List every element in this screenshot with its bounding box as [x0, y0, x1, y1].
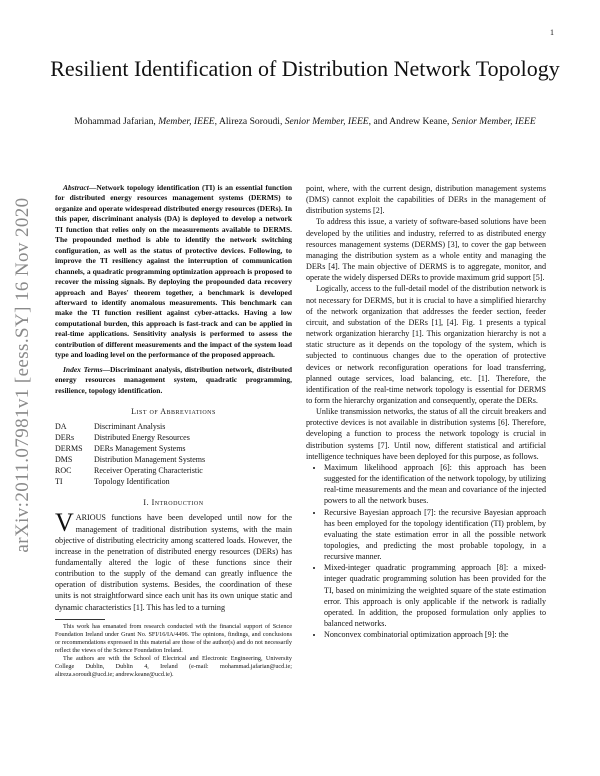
abbreviations-heading: List of Abbreviations [131, 407, 216, 417]
method-bullet-item: • Nonconvex combinatorial optimization approach [9]: the [324, 629, 546, 640]
footnote-affiliation: The authors are with the School of Electrical and Electronic Engineering, University College Dublin, Dublin 4, Ireland (e-mail: mohammad.jafarian@ucd.ie; alireza.soroudi@ucd.ie; andrew.keane@ucd.ie). [55, 655, 292, 679]
arxiv-id: arXiv:2011.07981v1 [eess.SY] 16 Nov 2020 [12, 197, 33, 553]
left-column [55, 183, 292, 679]
introduction-paragraph-4: Unlike transmission networks, the status of all the circuit breakers and protective devices is not available in distribution systems [6]. Therefore, developing a function to process the network topology is crucial in distribution systems [7]. Until now, different statistical and artificial intelligence techniques have been deployed for this purpose, as follows. [306, 407, 546, 461]
abstract-text: —Network topology identification (TI) is an essential function for distributed energy resources management systems (DERMS) to organize and operate widespread distributed energy resources (DERs). In this paper, discriminant analysis (DA) is deployed to develop a network TI function that relies only on the measurements available to DERMS. The propounded method is able to identify the network switching configuration, as well as the status of protective devices. Following, to improve the TI resiliency against the interruption of communication channels, a quadratic programming optimization approach is proposed to recover the missing signals. By deploying the propounded data recovery approach and Bayes' theorem together, a benchmark is developed afterward to identify anomalous measurements. This benchmark can make the TI function resilient against cyber-attacks. Having a low computational burden, this approach is fast-track and can be applied in real-time applications. Sensitivity analysis is performed to assess the contribution of different measurements and the impact of the system load type and loading level on the performance of the proposed approach. [55, 183, 292, 360]
abbreviation-term: DERMS [55, 444, 83, 454]
author-2-name: , Alireza Soroudi, [214, 116, 285, 127]
abbreviation-term: DERs [55, 433, 75, 443]
abbreviation-term: DMS [55, 455, 73, 465]
author-line [60, 115, 550, 128]
abbreviation-definition: Topology Identification [94, 477, 170, 487]
abbreviation-row [55, 476, 292, 487]
abbreviation-definition: Discriminant Analysis [94, 422, 166, 432]
paper-title: Resilient Identification of Distribution Network Topology [50, 56, 560, 81]
abbreviation-term: DA [55, 422, 67, 432]
abstract [55, 183, 292, 361]
page-number: 1 [550, 28, 554, 37]
abbreviation-row [55, 432, 292, 443]
introduction-paragraph-1-text: ARIOUS functions have been developed until now for the management of traditional distribution systems, with the main objective of distributing electricity among scattered loads. However, the increase in the penetration of distributed energy resources (DERs) has fundamentally altered the logic of these functions since their contribution to the supply of the demand can greatly influence the operation of distribution systems. Besides, the coordination of these units is not straightforward since each unit has its own unique static and dynamic characteristics [1]. This has led to a turning [55, 513, 292, 612]
abbreviation-definition: Distribution Management Systems [94, 455, 206, 465]
abbreviation-row [55, 421, 292, 432]
abbreviation-row [55, 443, 292, 454]
author-1-name: Mohammad Jafarian, [74, 116, 159, 127]
index-terms-label: Index Terms [63, 364, 103, 374]
dropcap-letter: V [55, 508, 74, 538]
arxiv-sidebar-stamp [6, 170, 40, 580]
author-3-role: Senior Member, IEEE [451, 116, 536, 127]
introduction-heading: I. Introduction [143, 498, 204, 508]
abbreviation-term: TI [55, 477, 63, 487]
abbreviation-definition: DERs Management Systems [94, 444, 186, 454]
footnote-funding: This work has emanated from research conducted with the financial support of Science Foundation Ireland under Grant No. SFI/16/IA/4496. The opinions, findings, and conclusions or recommendations expressed in this material are those of the author(s) and do not necessarily reflect the views of the Science Foundation Ireland. [55, 622, 292, 655]
method-bullet-item: • Recursive Bayesian approach [7]: the recursive Bayesian approach has been employed for the topology identification (TI) problem, by evaluating the state estimation error in all the possible network topologies, and predicting the most probable topology, in a recursive manner. [324, 507, 546, 563]
author-3-name: , and Andrew Keane, [368, 116, 452, 127]
footnote-divider [55, 619, 105, 620]
method-bullet-list [306, 462, 546, 641]
abbreviation-row [55, 454, 292, 465]
introduction-paragraph-2: To address this issue, a variety of software-based solutions have been developed by the utilities and industry, referred to as distributed energy resources management systems (DERMS) [3], to cover the gap between managing the distribution system as a whole entity and managing the DERs [4]. The main objective of DERMS is to aggregate, monitor, and operate the widely dispersed DERs to provide maximum grid support [5]. [306, 217, 546, 283]
abbreviations-list [55, 421, 292, 487]
index-terms [55, 365, 292, 396]
author-2-role: Senior Member, IEEE [284, 116, 369, 127]
introduction-paragraph-1-continued: point, where, with the current design, distribution management systems (DMS) cannot exploit the capabilities of DERs in the management of distribution systems [2]. [306, 184, 546, 216]
introduction-paragraph-3: Logically, access to the full-detail model of the distribution network is not necessary for DERMS, but it is crucial to have a simplified hierarchy of the network organization that addresses the feeder section, feeder circuit, and substation of the DERs [1], [4]. Fig. 1 presents a typical network organization hierarchy [1]. This organization hierarchy is not a static structure as it depends on the topology of the system, which is subjected to continuous changes due to the operation of protective devices or network reconfiguration operations for load transferring, planned outage services, load balancing, etc. [1]. Therefore, the identification of the real-time network topology is essential for DERMS to form the hierarchy organization and consequently, operate the DERs. [306, 284, 546, 405]
abbreviation-definition: Distributed Energy Resources [94, 433, 190, 443]
index-terms-text: —Discriminant analysis, distribution network, distributed energy resources management system, quadratic programming, resilience, topology identification. [55, 364, 292, 395]
introduction-paragraph-1 [55, 508, 292, 612]
abbreviation-definition: Receiver Operating Characteristic [94, 466, 203, 476]
right-column [306, 183, 546, 640]
abbreviation-row [55, 465, 292, 476]
author-1-role: Member, IEEE [158, 116, 215, 127]
abbreviation-term: ROC [55, 466, 72, 476]
abstract-label: Abstract [63, 183, 89, 192]
method-bullet-item: • Mixed-integer quadratic programming approach [8]: a mixed-integer quadratic programming solution has been provided for the TI, based on minimizing the weighted square of the state estimation error. This approach is only applicable if the network is radially operated. In addition, the proposed formulation only applies to balanced networks. [324, 562, 546, 629]
method-bullet-item: • Maximum likelihood approach [6]: this approach has been suggested for the identification of the network topology, by utilizing real-time measurements and the mean and covariance of the injected powers to all the network buses. [324, 462, 546, 507]
